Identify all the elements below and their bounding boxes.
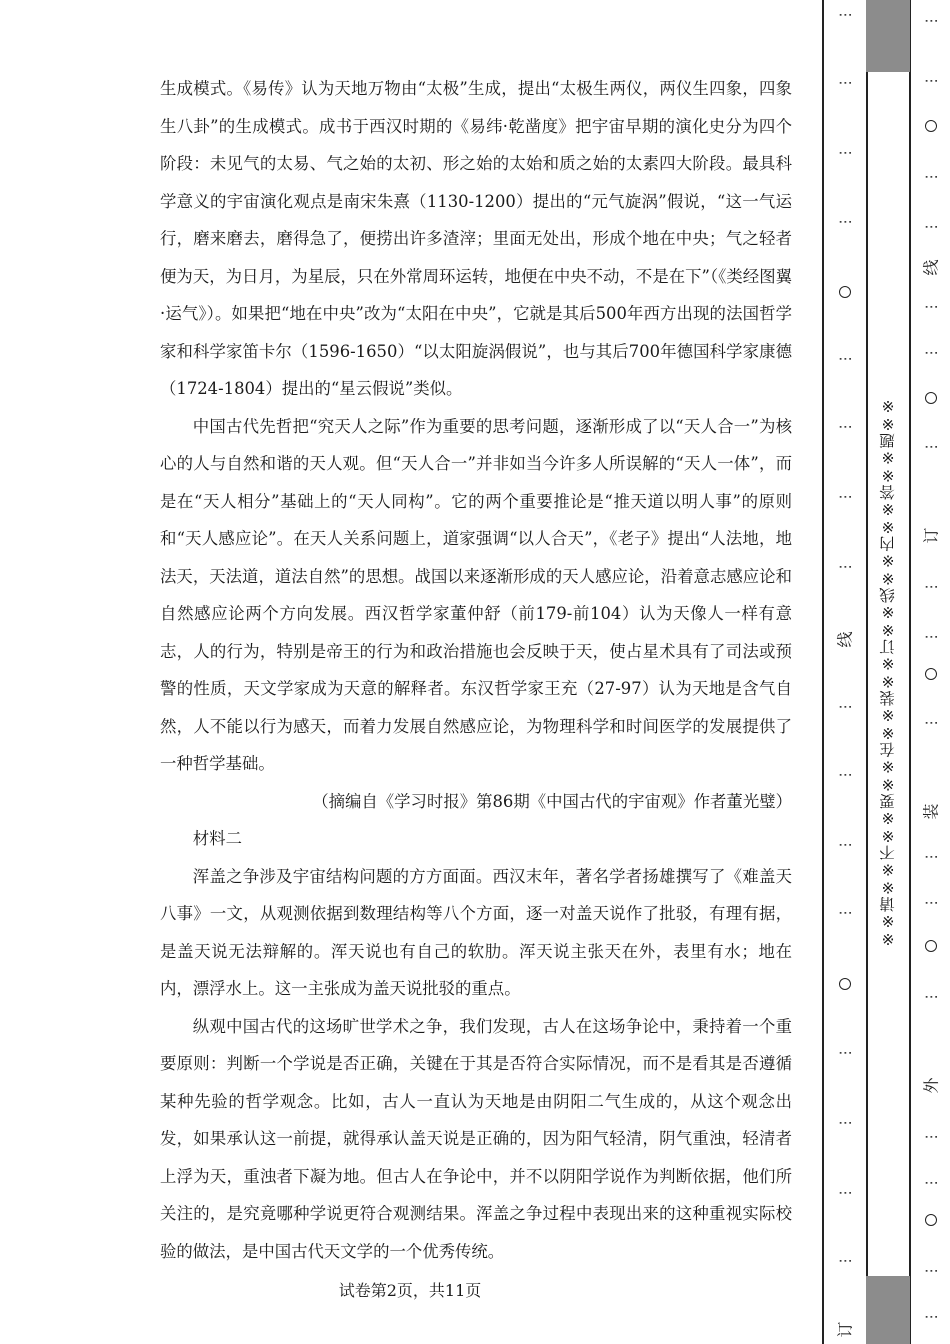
dots-mark: ⋮: [923, 14, 939, 28]
circle-mark: [925, 392, 937, 404]
dots-mark: ⋮: [923, 300, 939, 314]
page-footer: 试卷第2页，共11页: [338, 1281, 482, 1300]
dots-mark: ⋮: [923, 630, 939, 644]
paragraph-4: 纵观中国古代的这场旷世学术之争，我们发现，古人在这场争论中，秉持着一个重要原则：判断一个学说是否正确，关键在于其是否符合实际情况，而不是看其是否遵循某种先验的哲学观念。比如，古人一直认为天地是由阴阳二气生成的，从这个观念出发，如果承认这一前提，就得承认盖天说是正确的，因为阳气轻清，阴气重浊，轻清者上浮为天，重浊者下凝为地。但古人在争论中，并不以阴阳学说作为判断依据，他们所关注的，是究竟哪种学说更符合观测结果。浑盖之争过程中表现出来的这种重视实际校验的做法，是中国古代天文学的一个优秀传统。: [160, 1016, 792, 1261]
paragraph-2: 中国古代先哲把“究天人之际”作为重要的思考问题，逐渐形成了以“天人合一”为核心的人与自然和谐的天人观。但“天人合一”并非如当今许多人所误解的“天人一体”，而是在“天人相分”基础上的“天人同构”。它的两个重要推论是“推天道以明人事”的原则和“天人感应论”。在天人关系问题上，道家强调“以人合天”，《老子》提出“人法地，地法天，天法道，道法自然”的思想。战国以来逐渐形成的天人感应论，沿着意志感应论和自然感应论两个方向发展。西汉哲学家董仲舒（前179-前104）认为天像人一样有意志，人的行为，特别是帝王的行为和政治措施也会反映于天，使占星术具有了司法或预警的性质，天文学家成为天意的解释者。东汉哲学家王充（27-97）认为天地是含气自然，人不能以行为感天，而着力发展自然感应论，为物理科学和时间医学的发展提供了一种哲学基础。: [160, 416, 792, 773]
dots-mark: ⋮: [923, 1130, 939, 1144]
circle-mark: [839, 978, 851, 990]
dots-mark: ⋮: [837, 700, 853, 714]
dots-mark: ⋮: [837, 8, 853, 22]
outer-label-xian: 线: [921, 259, 941, 276]
dots-mark: ⋮: [837, 1186, 853, 1200]
source-citation: （摘编自《学习时报》第86期《中国古代的宇宙观》作者董光璧）: [312, 791, 792, 811]
dots-mark: ⋮: [837, 146, 853, 160]
dots-mark: ⋮: [923, 440, 939, 454]
circle-mark: [925, 668, 937, 680]
dots-mark: ⋮: [837, 906, 853, 920]
binding-notice-text: ※※请※※不※※要※※在※※装※※订※※线※※内※※答※※题※※: [879, 396, 897, 948]
dots-mark: ⋮: [923, 896, 939, 910]
dots-mark: ⋮: [923, 1264, 939, 1278]
outer-label-zhuang: 装: [921, 803, 941, 820]
outer-label-ding: 订: [921, 527, 941, 544]
dots-mark: ⋮: [837, 76, 853, 90]
dots-mark: ⋮: [837, 560, 853, 574]
dots-mark: ⋮: [837, 1046, 853, 1060]
dots-mark: ⋮: [837, 1254, 853, 1268]
dots-mark: ⋮: [837, 420, 853, 434]
binding-line-left: [822, 0, 824, 1344]
dots-mark: ⋮: [923, 220, 939, 234]
dots-mark: ⋮: [923, 850, 939, 864]
dots-mark: ⋮: [837, 768, 853, 782]
dots-mark: ⋮: [837, 490, 853, 504]
dots-mark: ⋮: [837, 215, 853, 229]
inner-label-ding: 订: [835, 1321, 855, 1338]
dots-mark: ⋮: [923, 580, 939, 594]
dots-mark: ⋮: [837, 838, 853, 852]
dots-mark: ⋮: [923, 346, 939, 360]
dots-mark: ⋮: [923, 990, 939, 1004]
dots-mark: ⋮: [923, 74, 939, 88]
circle-mark: [925, 120, 937, 132]
circle-mark: [925, 940, 937, 952]
circle-mark: [925, 1214, 937, 1226]
circle-mark: [839, 286, 851, 298]
main-text: [160, 70, 792, 1270]
paragraph-3: 浑盖之争涉及宇宙结构问题的方方面面。西汉末年，著名学者扬雄撰写了《难盖天八事》一文，从观测依据到数理结构等八个方面，逐一对盖天说作了批驳，有理有据，是盖天说无法辩解的。浑天说也有自己的软肋。浑天说主张天在外，表里有水；地在内，漂浮水上。这一主张成为盖天说批驳的重点。: [160, 866, 792, 998]
section-heading: 材料二: [192, 829, 242, 848]
dots-mark: ⋮: [923, 1310, 939, 1324]
dots-mark: ⋮: [923, 1176, 939, 1190]
dots-mark: ⋮: [837, 1116, 853, 1130]
outer-label-wai: 外: [921, 1077, 941, 1094]
binding-notice: [866, 0, 910, 1344]
dots-mark: ⋮: [923, 716, 939, 730]
dots-mark: ⋮: [923, 170, 939, 184]
paragraph-1: 生成模式。《易传》认为天地万物由“太极”生成，提出“太极生两仪，两仪生四象，四象生八卦”的生成模式。成书于西汉时期的《易纬·乾凿度》把宇宙早期的演化史分为四个阶段：未见气的太易、气之始的太初、形之始的太始和质之始的太素四大阶段。最具科学意义的宇宙演化观点是南宋朱熹（1130-1200）提出的“元气旋涡”假说，“这一气运行，磨来磨去，磨得急了，便捞出许多渣滓；里面无处出，形成个地在中央；气之轻者便为天，为日月，为星辰，只在外常周环运转，地便在中央不动，不是在下”（《类经图翼·运气》）。如果把“地在中央”改为“太阳在中央”，它就是其后500年西方出现的法国哲学家和科学家笛卡尔（1596-1650）“以太阳旋涡假说”，也与其后700年德国科学家康德（1724-1804）提出的“星云假说”类似。: [160, 79, 792, 398]
dots-mark: ⋮: [837, 352, 853, 366]
inner-label-xian: 线: [835, 631, 855, 648]
